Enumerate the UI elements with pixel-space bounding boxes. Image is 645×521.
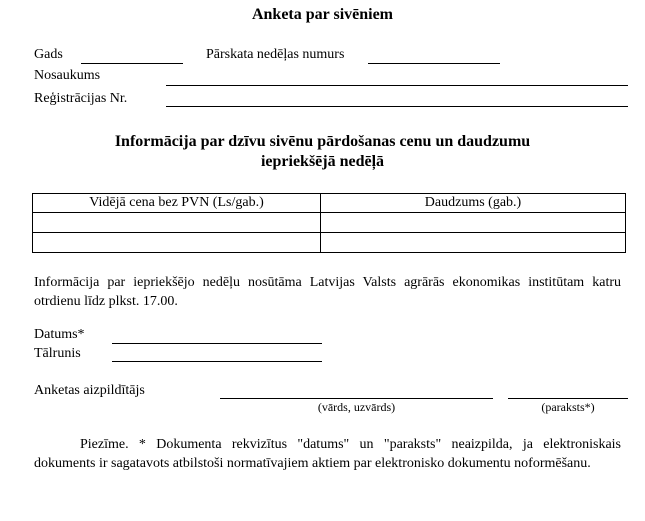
registration-label: Reģistrācijas Nr.	[34, 91, 128, 106]
date-label: Datums*	[34, 327, 85, 342]
price-cell[interactable]	[33, 213, 321, 233]
date-field[interactable]	[112, 343, 322, 344]
registration-field[interactable]	[166, 106, 628, 107]
table-header-row	[33, 194, 626, 213]
price-cell[interactable]	[33, 233, 321, 253]
section-title-line2: iepriekšējā nedēļā	[260, 153, 385, 170]
info-paragraph: Informācija par iepriekšējo nedēļu nosūtāma Latvijas Valsts agrārās ekonomikas institūtam katru otrdienu līdz plkst. 17.00.	[34, 275, 621, 309]
quantity-cell[interactable]	[321, 233, 626, 253]
filler-name-field[interactable]	[220, 398, 493, 399]
week-number-label: Pārskata nedēļas numurs	[206, 47, 345, 62]
signature-hint: (paraksts*)	[541, 400, 595, 414]
section-title	[40, 132, 605, 172]
quantity-column-header: Daudzums (gab.)	[321, 194, 626, 213]
price-column-header: Vidējā cena bez PVN (Ls/gab.)	[33, 194, 321, 213]
year-field[interactable]	[81, 63, 183, 64]
phone-field[interactable]	[112, 361, 322, 362]
phone-label: Tālrunis	[34, 346, 81, 361]
section-title-line1: Informācija par dzīvu sivēnu pārdošanas cenu un daudzumu	[114, 133, 531, 150]
price-quantity-table	[32, 193, 626, 253]
name-label: Nosaukums	[34, 68, 101, 83]
year-label: Gads	[34, 47, 63, 62]
table-row	[33, 213, 626, 233]
name-field[interactable]	[166, 85, 628, 86]
signature-field[interactable]	[508, 398, 628, 399]
name-hint: (vārds, uzvārds)	[317, 400, 396, 414]
quantity-cell[interactable]	[321, 213, 626, 233]
form-title: Anketa par sivēniem	[251, 6, 394, 23]
table-row	[33, 233, 626, 253]
week-number-field[interactable]	[368, 63, 500, 64]
footnote: Piezīme. * Dokumenta rekvizītus "datums" un "paraksts" neaizpilda, ja elektroniskais dokuments ir sagatavots atbilstoši normatīvajiem aktiem par elektronisko dokumentu noformēšanu.	[34, 437, 621, 471]
filler-label: Anketas aizpildītājs	[34, 383, 145, 398]
